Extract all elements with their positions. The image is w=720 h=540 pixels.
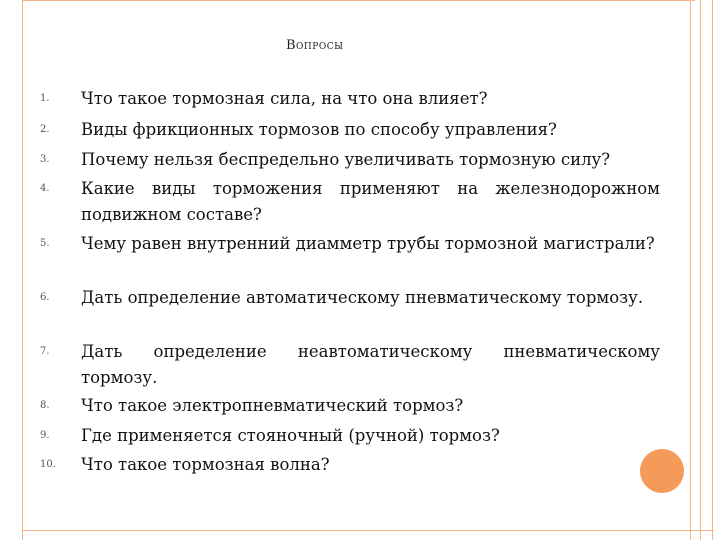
item-text: Дать определение автоматическому пневматическому тормозу. — [81, 288, 644, 307]
list-item — [40, 393, 660, 419]
item-number: 8. — [40, 400, 50, 411]
item-text: Что такое электропневматический тормоз? — [81, 396, 464, 415]
item-number: 6. — [40, 292, 50, 303]
item-number: 7. — [40, 346, 50, 357]
slide-title: Вопросы — [286, 38, 344, 53]
item-number: 9. — [40, 430, 50, 441]
list-item — [40, 339, 660, 391]
list-item — [40, 452, 660, 478]
item-number: 1. — [40, 93, 50, 104]
list-item — [40, 176, 660, 228]
item-number: 3. — [40, 154, 50, 165]
frame-line-bottom — [22, 530, 714, 531]
list-item — [40, 86, 660, 112]
frame-line-left — [22, 0, 23, 540]
item-text: Почему нельзя беспредельно увеличивать тормозную силу? — [81, 150, 611, 169]
item-number: 5. — [40, 238, 50, 249]
list-item — [40, 147, 660, 173]
frame-line-right-edge — [712, 0, 713, 540]
list-item — [40, 423, 660, 449]
item-text: Какие виды торможения применяют на железнодорожном подвижном составе? — [81, 179, 660, 224]
frame-line-right-outer — [700, 0, 701, 540]
item-number: 10. — [40, 459, 56, 470]
item-text: Виды фрикционных тормозов по способу управления? — [81, 120, 557, 139]
frame-line-right-inner — [690, 0, 691, 540]
item-text: Дать определение неавтоматическому пневматическому тормозу. — [81, 342, 660, 387]
item-text: Что такое тормозная сила, на что она влияет? — [81, 89, 488, 108]
list-item — [40, 117, 660, 143]
item-number: 4. — [40, 183, 50, 194]
list-item — [40, 231, 660, 257]
item-number: 2. — [40, 124, 50, 135]
item-text: Где применяется стояночный (ручной) тормоз? — [81, 426, 500, 445]
frame-line-top — [22, 0, 695, 1]
decorative-circle — [640, 449, 684, 493]
item-text: Чему равен внутренний диамметр трубы тормозной магистрали? — [81, 234, 655, 253]
item-text: Что такое тормозная волна? — [81, 455, 330, 474]
list-item — [40, 285, 660, 311]
